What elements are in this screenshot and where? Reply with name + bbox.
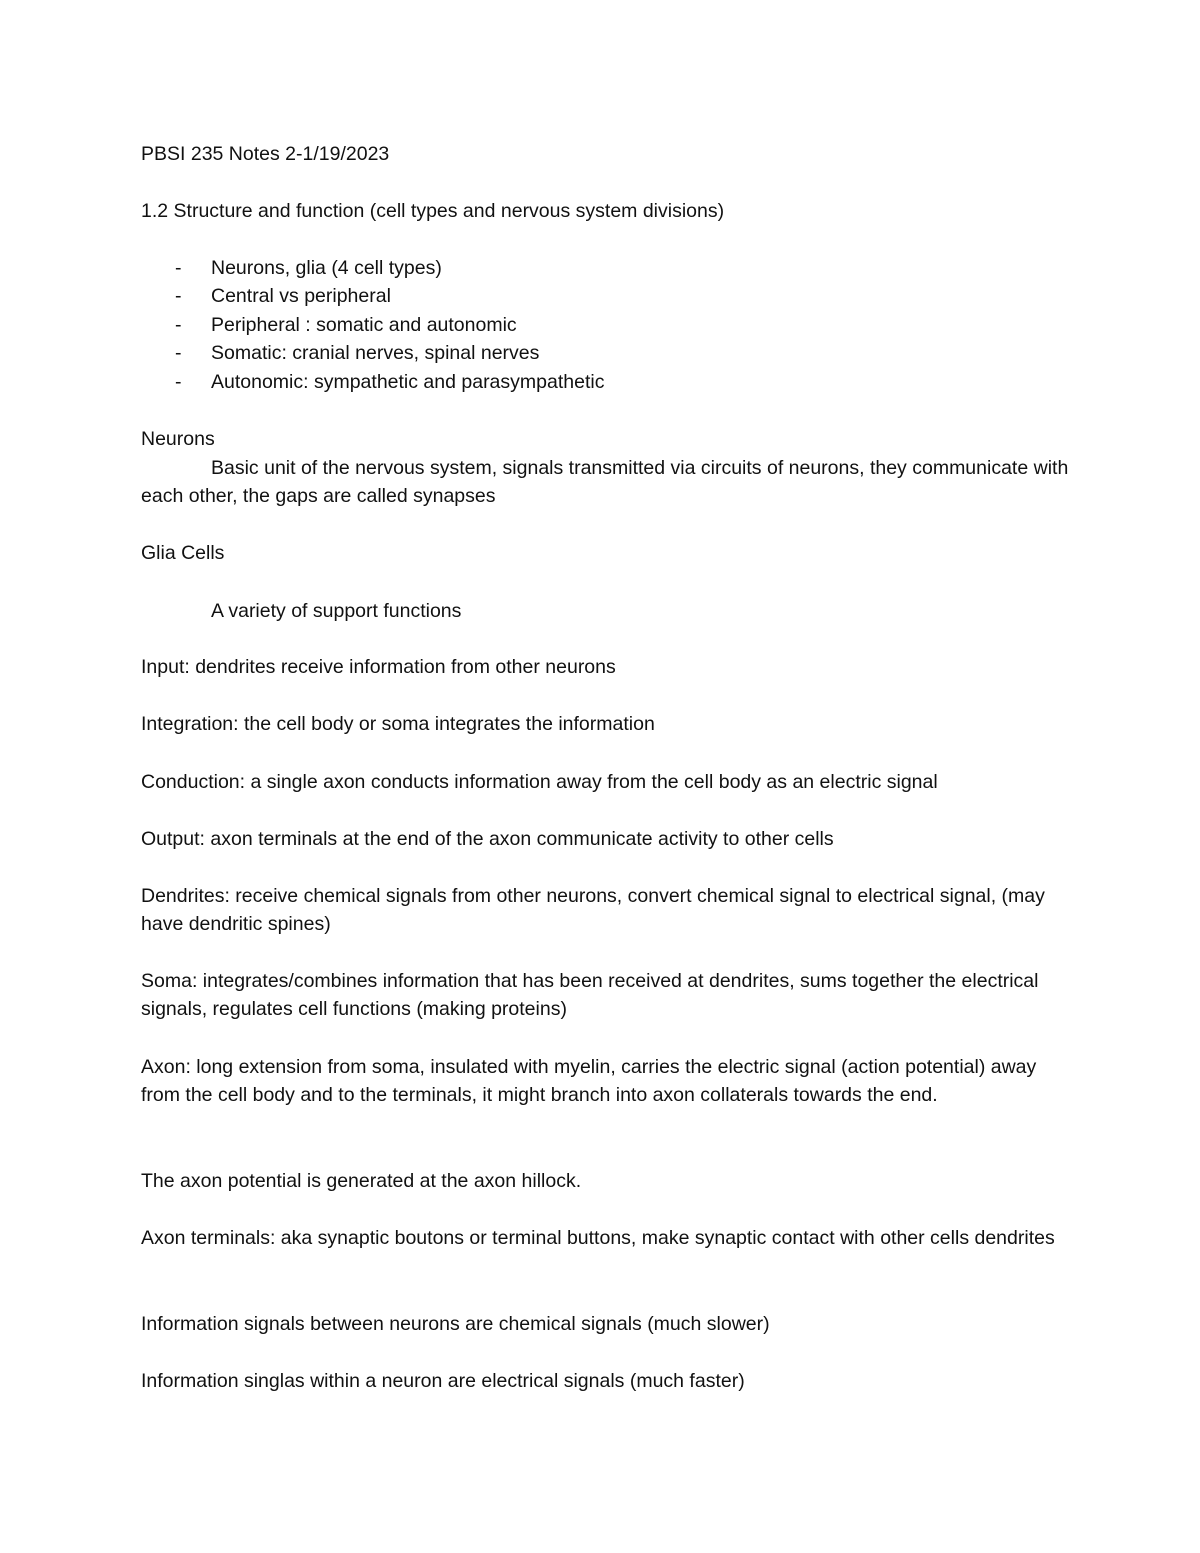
neurons-heading: Neurons: [141, 428, 215, 450]
bullet-text: Neurons, glia (4 cell types): [211, 257, 442, 279]
hillock-paragraph: The axon potential is generated at the axon hillock.: [141, 1170, 582, 1192]
bullet-text: Peripheral : somatic and autonomic: [211, 314, 517, 336]
conduction-paragraph: Conduction: a single axon conducts information away from the cell body as an electric signal: [141, 771, 938, 793]
within-neuron-paragraph: Information singlas within a neuron are electrical signals (much faster): [141, 1370, 745, 1392]
dendrites-paragraph: Dendrites: receive chemical signals from other neurons, convert chemical signal to electrical signal, (may have dendritic spines): [141, 885, 1045, 936]
bullet-text: Autonomic: sympathetic and parasympathetic: [211, 371, 605, 393]
soma-paragraph: Soma: integrates/combines information that has been received at dendrites, sums together the electrical signals, regulates cell functions (making proteins): [141, 970, 1039, 1021]
neurons-paragraph: Basic unit of the nervous system, signals transmitted via circuits of neurons, they communicate with each other, the gaps are called synapses: [141, 457, 1069, 508]
input-paragraph: Input: dendrites receive information from other neurons: [141, 656, 616, 678]
between-neurons-paragraph: Information signals between neurons are chemical signals (much slower): [141, 1313, 770, 1335]
glia-heading: Glia Cells: [141, 542, 225, 564]
axon-terminals-paragraph: Axon terminals: aka synaptic boutons or terminal buttons, make synaptic contact with other cells dendrites: [141, 1227, 1055, 1249]
bullet-marker: -: [175, 371, 182, 393]
bullet-marker: -: [175, 342, 182, 364]
integration-paragraph: Integration: the cell body or soma integrates the information: [141, 713, 655, 735]
output-paragraph: Output: axon terminals at the end of the axon communicate activity to other cells: [141, 828, 834, 850]
bullet-text: Central vs peripheral: [211, 285, 391, 307]
axon-paragraph: Axon: long extension from soma, insulated with myelin, carries the electric signal (action potential) away from the cell body and to the terminals, it might branch into axon collaterals towards the end.: [141, 1056, 1037, 1107]
bullet-marker: -: [175, 314, 182, 336]
bullet-text: Somatic: cranial nerves, spinal nerves: [211, 342, 540, 364]
glia-paragraph: A variety of support functions: [211, 600, 462, 622]
bullet-marker: -: [175, 257, 182, 279]
section-heading: 1.2 Structure and function (cell types and nervous system divisions): [141, 200, 725, 222]
document-title: PBSI 235 Notes 2-1/19/2023: [141, 143, 390, 165]
bullet-marker: -: [175, 285, 182, 307]
